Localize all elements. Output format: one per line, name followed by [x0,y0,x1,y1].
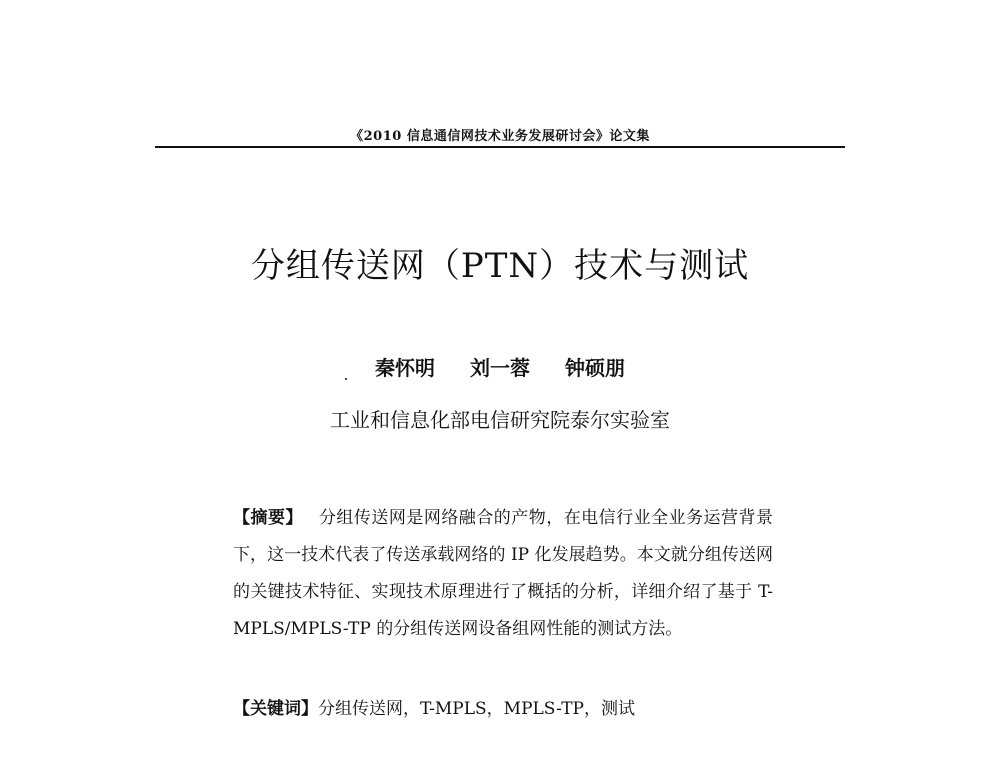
journal-header: 《2010 信息通信网技术业务发展研讨会》论文集 [350,129,650,144]
abstract-text: 分组传送网是网络融合的产物，在电信行业全业务运营背景下，这一技术代表了传送承载网络的 IP 化发展趋势。本文就分组传送网的关键技术特征、实现技术原理进行了概括的分析，详细介绍了基于 T-MPLS/MPLS-TP 的分组传送网设备组网性能的测试方法。 [233,508,774,639]
abstract-label: 【摘要】 [233,508,303,528]
header-divider [155,146,845,148]
author-list [300,352,700,381]
keywords-label: 【关键词】 [233,699,318,719]
abstract-paragraph [233,500,773,648]
author-name: 刘一蓉 [470,356,530,380]
author-name: 秦怀明 [375,356,436,380]
author-name: 钟硕朋 [564,356,625,380]
paper-title: 分组传送网（PTN）技术与测试 [250,246,750,286]
affiliation: 工业和信息化部电信研究院泰尔实验室 [330,408,670,432]
keywords-text: 分组传送网，T-MPLS，MPLS-TP，测试 [318,699,635,719]
keywords-line [233,694,773,719]
